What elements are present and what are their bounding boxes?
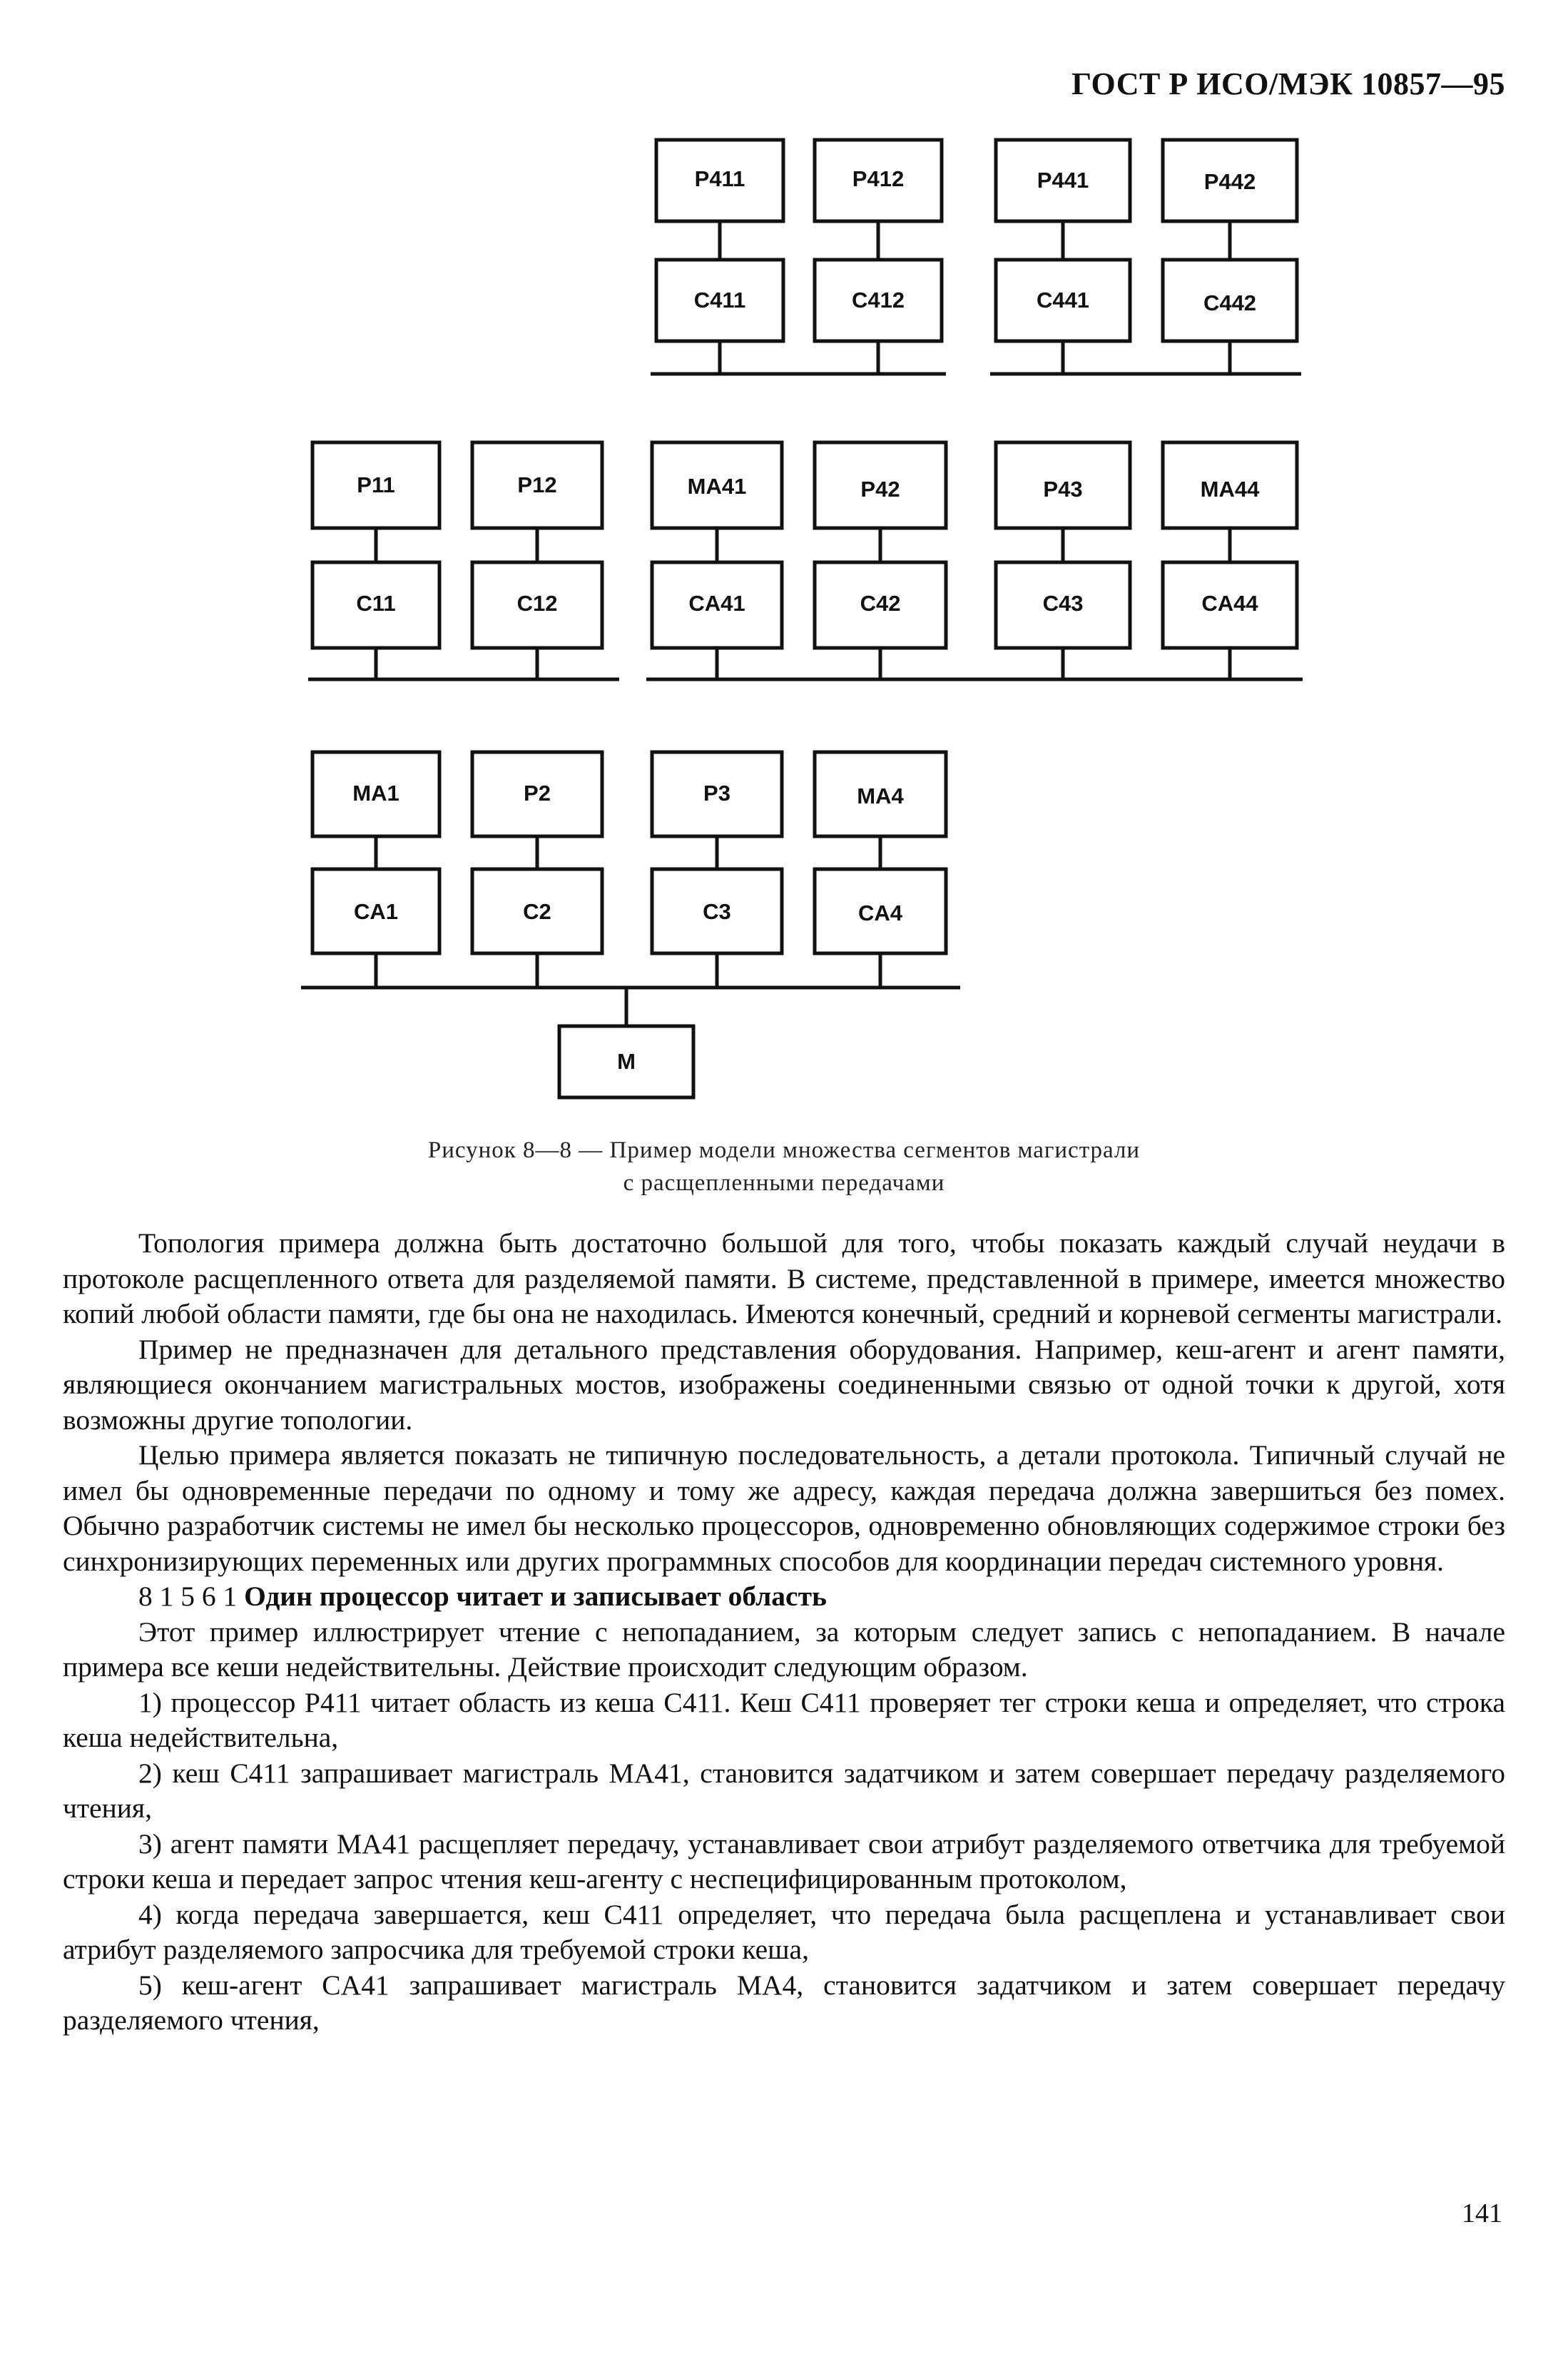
section-number: 8 1 5 6 1 [138, 1581, 238, 1612]
cache-label: CA4 [857, 901, 903, 926]
processor-label: P11 [357, 472, 395, 498]
body-text [63, 1226, 1505, 2039]
bus-topology-diagram [0, 0, 1568, 1127]
processor-label: P412 [852, 166, 905, 192]
processor-label: P2 [524, 781, 551, 806]
processor-label: MA4 [857, 783, 904, 809]
cache-label: C411 [693, 288, 746, 313]
processor-label: MA1 [352, 781, 399, 806]
processor-label: P411 [694, 166, 745, 192]
processor-label: P441 [1037, 168, 1089, 193]
cache-label: C441 [1036, 288, 1090, 313]
cache-label: C442 [1203, 290, 1257, 316]
processor-label: P43 [1043, 477, 1083, 502]
paragraph: Целью примера является показать не типичную последовательность, а детали протокола. Типичный случай не имел бы одновременные передачи по одному и тому же адресу, каждая передача должна завершиться без помех. Обычно разработчик системы не имел бы несколько процессоров, одновременно обновляющих содержимое строки без синхронизирующих переменных или других программных способов для координации передач системного уровня. [63, 1439, 1505, 1577]
list-item: 1) процессор P411 читает область из кеша C411. Кеш C411 проверяет тег строки кеша и определяет, что строка кеша недействительна, [63, 1686, 1505, 1753]
cache-label: C43 [1042, 591, 1084, 617]
list-item: 2) кеш C411 запрашивает магистраль MA41, становится задатчиком и затем совершает передачу разделяемого чтения, [63, 1757, 1505, 1824]
cache-label: C11 [356, 591, 396, 617]
cache-label: C412 [851, 288, 905, 313]
section-heading [63, 1579, 1505, 1615]
cache-label: C3 [703, 899, 731, 925]
list-item: 5) кеш-агент CA41 запрашивает магистраль MA4, становится задатчиком и затем совершает передачу разделяемого чтения, [63, 1969, 1505, 2036]
processor-label: P3 [703, 781, 730, 806]
processor-label: MA41 [687, 474, 747, 499]
cache-label: CA41 [688, 591, 745, 617]
cache-label: C2 [523, 899, 551, 925]
processor-label: MA44 [1200, 477, 1260, 502]
cache-label: C12 [516, 591, 558, 617]
row2-group [308, 442, 1303, 679]
processor-label: P12 [517, 472, 557, 498]
page-header: ГОСТ Р ИСО/МЭК 10857—95 [1071, 66, 1505, 101]
list-item: 4) когда передача завершается, кеш C411 определяет, что передача была расщеплена и устанавливает свои атрибут разделяемого запросчика для требуемой строки кеша, [63, 1898, 1505, 1965]
processor-label: P42 [860, 477, 900, 502]
cache-label: CA44 [1201, 591, 1258, 617]
list-item: 3) агент памяти MA41 расщепляет передачу, устанавливает свои атрибут разделяемого ответчика для требуемой строки кеша и передает запрос чтения кеш-агенту с неспецифицированным протоколом, [63, 1827, 1505, 1894]
section-title: Один процессор читает и записывает область [244, 1581, 827, 1612]
cache-label: CA1 [353, 899, 399, 925]
paragraph: Топология примера должна быть достаточно большой для того, чтобы показать каждый случай неудачи в протоколе расщепленного ответа для разделяемой памяти. В системе, представленной в примере, имеется множество копий любой области памяти, где бы она не находилась. Имеются конечный, средний и корневой сегменты магистрали. [63, 1227, 1505, 1329]
figure-caption: с расщепленными передачами [623, 1170, 945, 1196]
processor-label: P442 [1203, 169, 1256, 195]
paragraph: Пример не предназначен для детального представления оборудования. Например, кеш-агент и агент памяти, являющиеся окончанием магистральных мостов, изображены соединенными связью от одной точки к другой, хотя возможны другие топологии. [63, 1333, 1505, 1436]
page-number: 141 [1462, 2198, 1502, 2228]
memory-label: M [617, 1049, 636, 1075]
cache-label: C42 [860, 591, 901, 617]
figure-caption: Рисунок 8—8 — Пример модели множества сегментов магистрали [427, 1137, 1141, 1163]
paragraph: Этот пример иллюстрирует чтение с непопаданием, за которым следует запись с непопаданием. В начале примера все кеши недействительны. Действие происходит следующим образом. [63, 1615, 1505, 1683]
